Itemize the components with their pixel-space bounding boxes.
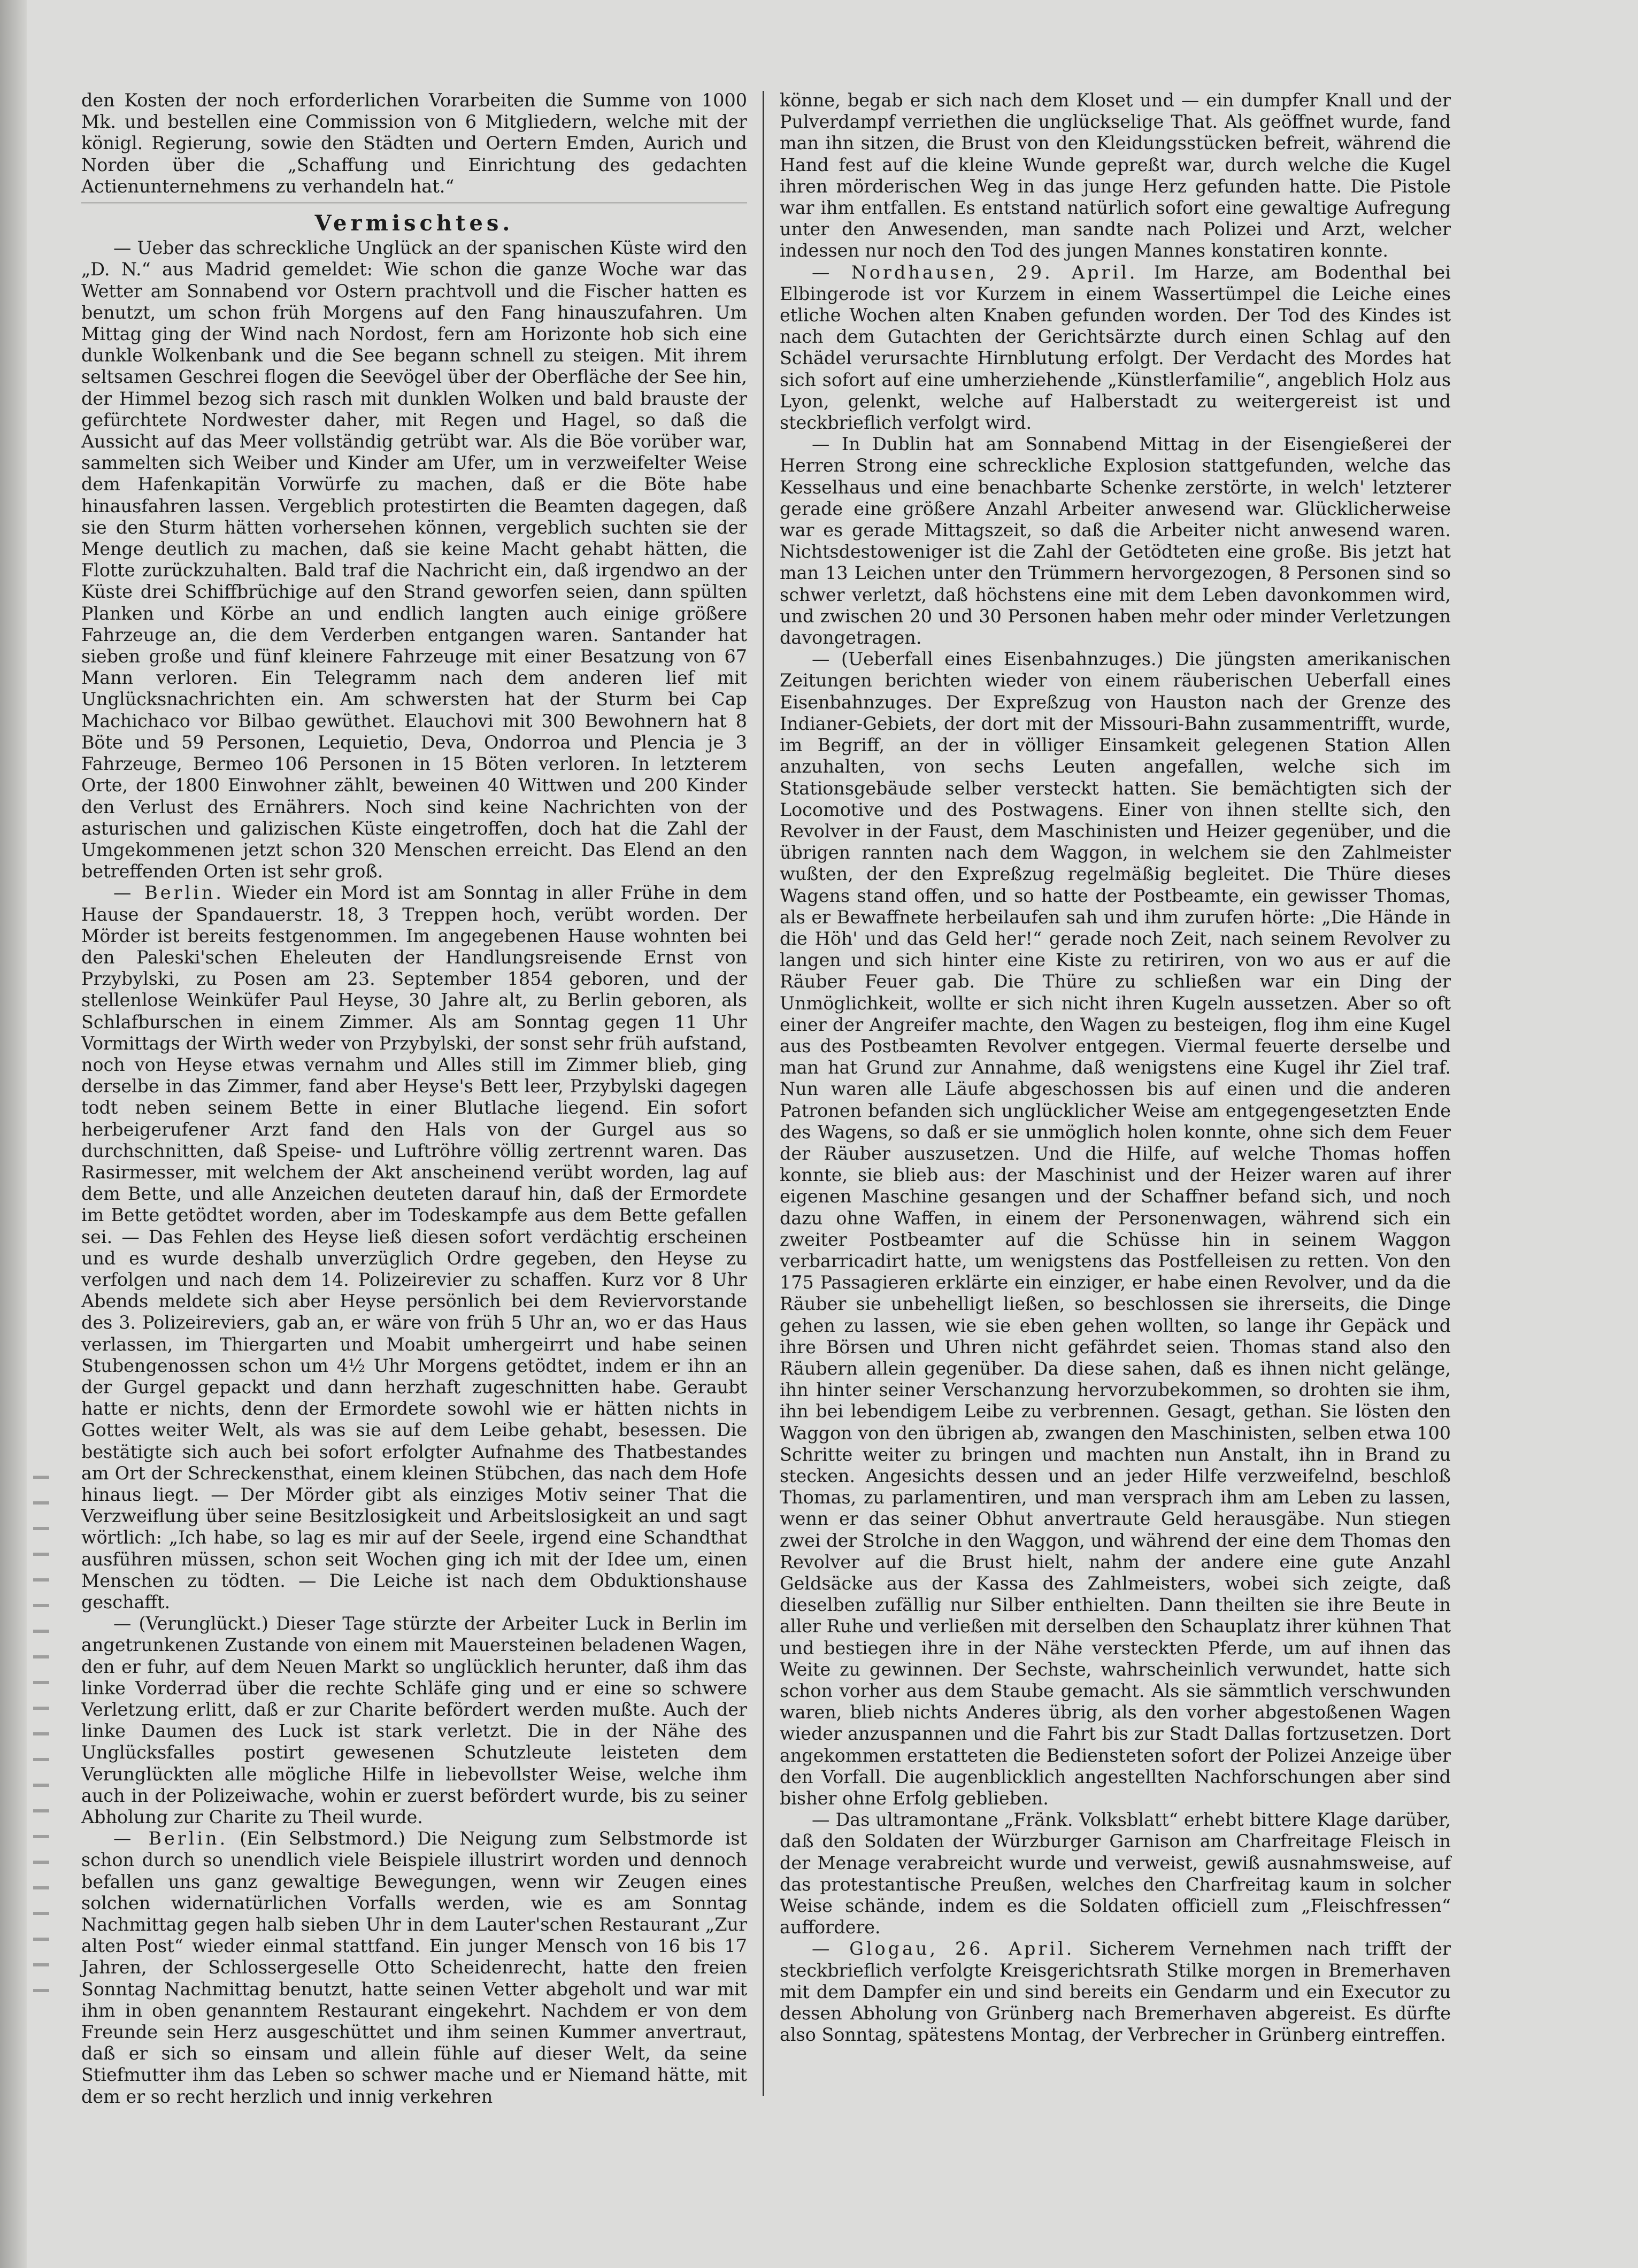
left-column [81, 90, 747, 2228]
article-ultramontane: — Das ultramontane „Fränk. Volksblatt“ erhebt bittere Klage darüber, daß den Soldaten der Würzburger Garnison am Charfreitage Fleisch in der Menage verabreicht wurde und verweist, gewiß ausnahmsweise, auf das protestantische Preußen, welches den Charfreitag kaum in solcher Weise schände, indem es die Soldaten officiell zum „Fleischfressen“ auffordere. [780, 1809, 1451, 1938]
dateline-berlin: — Berlin. [113, 882, 224, 904]
article-accident: — (Verunglückt.) Dieser Tage stürzte der Arbeiter Luck in Berlin im angetrunkenen Zustande von einem mit Mauersteinen beladenen Wagen, den er fuhr, auf dem Neuen Markt so unglücklich herunter, daß ihm das linke Vorderrad über die rechte Schläfe ging und er eine so schwere Verletzung erlitt, daß er zur Charite befördert werden mußte. Auch der linke Daumen des Luck ist stark verletzt. Die in der Nähe des Unglücksfalles postirt gewesenen Schutzleute leisteten dem Verunglückten alle mögliche Hilfe in liebevollster Weise, welche ihm auch in der Polizeiwache, wohin er zuerst befördert wurde, bis zu seiner Abholung zur Charite zu Theil wurde. [81, 1613, 747, 1828]
article-glogau [780, 1938, 1451, 2046]
right-column [780, 90, 1451, 2228]
section-title-vermischtes: Vermischtes. [81, 203, 747, 234]
spine-shadow [33, 1476, 49, 2010]
article-spain-storm: — Ueber das schreckliche Unglück an der spanischen Küste wird den „D. N.“ aus Madrid gemeldet: Wie schon die ganze Woche war das Wetter am Sonnabend vor Ostern prachtvoll und die Fischer hatten es benutzt, um schon früh Morgens auf den Fang hinauszufahren. Um Mittag ging der Wind nach Nordost, fern am Horizonte hob sich eine dunkle Wolkenbank und die See begann schnell zu steigen. Mit ihrem seltsamen Geschrei flogen die Seevögel über der Oberfläche der See hin, der Himmel bezog sich rasch mit dunklen Wolken und bald brauste der gefürchtete Nordwester daher, mit Regen und Hagel, so daß die Aussicht auf das Meer vollständig getrübt war. Als die Böe vorüber war, sammelten sich Weiber und Kinder am Ufer, um in verzweifelter Weise dem Hafenkapitän Vorwürfe zu machen, daß er die Böte habe hinausfahren lassen. Vergeblich protestirten die Beamten dagegen, daß sie den Sturm hätten vorhersehen können, vergeblich suchten sie der Menge deutlich zu machen, daß sie keine Macht gehabt hätten, die Flotte zurückzuhalten. Bald traf die Nachricht ein, daß irgendwo an der Küste drei Schiffbrüchige auf den Strand geworfen seien, dann spülten Planken und Körbe an und endlich langten auch einige größere Fahrzeuge an, die dem Verderben entgangen waren. Santander hat sieben große und fünf kleinere Fahrzeuge mit einer Besatzung von 67 Mann verloren. Ein Telegramm nach dem anderen lief mit Unglücksnachrichten ein. Am schwersten hat der Sturm bei Cap Machichaco vor Bilbao gewüthet. Elauchovi mit 300 Bewohnern hat 8 Böte und 59 Personen, Lequietio, Deva, Ondorroa und Plencia je 3 Fahrzeuge, Bermeo 106 Personen in 15 Böten verloren. In letzterem Orte, der 1800 Einwohner zählt, beweinen 40 Wittwen und 200 Kinder den Verlust des Ernährers. Noch sind keine Nachrichten von der asturischen und galizischen Küste eingetroffen, doch hat die Zahl der Umgekommenen jetzt schon 320 Menschen erreicht. Das Elend an den betreffenden Orten ist sehr groß. [81, 237, 747, 882]
article-berlin-murder [81, 882, 747, 1613]
article-berlin-suicide [81, 1828, 747, 2108]
article-berlin-murder-text: Wieder ein Mord ist am Sonntag in aller Frühe in dem Hause der Spandauerstr. 18, 3 Treppen hoch, verübt worden. Der Mörder ist bereits festgenommen. Im angegebenen Hause wohnten bei den Paleski'schen Eheleuten der Handlungsreisende Ernst von Przybylski, zu Posen am 23. September 1854 geboren, und der stellenlose Weinküfer Paul Heyse, 30 Jahre alt, zu Berlin geboren, als Schlafburschen in einem Zimmer. Als am Sonntag gegen 11 Uhr Vormittags der Wirth weder von Przybylski, der sonst sehr früh aufstand, noch von Heyse etwas vernahm und Alles still im Zimmer blieb, ging derselbe in das Zimmer, fand aber Heyse's Bett leer, Przybylski dagegen todt neben seinem Bette in einer Blutlache liegend. Ein sofort herbeigerufener Arzt fand den Hals von der Gurgel aus so durchschnitten, daß Speise- und Luftröhre völlig zertrennt waren. Das Rasirmesser, mit welchem der Akt anscheinend verübt worden, lag auf dem Bette, und alle Anzeichen deuteten darauf hin, daß der Ermordete im Bette getödtet worden, aber im Todeskampfe aus dem Bette gefallen sei. — Das Fehlen des Heyse ließ diesen sofort verdächtig erscheinen und es wurde deshalb unverzüglich Ordre gegeben, den Heyse zu verfolgen und nach dem 14. Polizeirevier zu schaffen. Kurz vor 8 Uhr Abends meldete sich aber Heyse persönlich bei dem Reviervorstande des 3. Polizeireviers, gab an, er wäre von früh 5 Uhr an, wo er das Haus verlassen, im Thiergarten und Moabit umhergeirrt und habe seinen Stubengenossen schon um 4½ Uhr Morgens getödtet, indem er ihn an der Gurgel gepackt und dann herzhaft zugeschnitten habe. Geraubt hatte er nichts, denn der Ermordete sowohl wie er hätten nichts in Gottes weiter Welt, als was sie auf dem Leibe gehabt, besessen. Die bestätigte sich auch bei sofort erfolgter Aufnahme des Thatbestandes am Ort der Schreckensthat, einem kleinen Stübchen, das nach dem Hofe hinaus liegt. — Der Mörder gibt als einziges Motiv seiner That die Verzweiflung über seine Besitzlosigkeit und Arbeitslosigkeit an und sagt wörtlich: „Ich habe, so lag es mir auf der Seele, irgend eine Schandthat ausführen müssen, schon seit Wochen ging ich mit der Idee um, einen Menschen zu tödten. — Die Leiche ist nach dem Obduktionshause geschafft. [81, 882, 747, 1613]
article-dublin-explosion: — In Dublin hat am Sonnabend Mittag in der Eisengießerei der Herren Strong eine schreckliche Explosion stattgefunden, welche das Kesselhaus und eine benachbarte Schenke zerstörte, in welch' letzterer gerade eine größere Anzahl Arbeiter anwesend war. Glücklicherweise war es gerade Mittagszeit, so daß die Arbeiter nicht anwesend waren. Nichtsdestoweniger ist die Zahl der Getödteten eine große. Bis jetzt hat man 13 Leichen unter den Trümmern hervorgezogen, 8 Personen sind so schwer verletzt, daß höchstens eine mit dem Leben davonkommen wird, und zwischen 20 und 30 Personen haben mehr oder minder Verletzungen davongetragen. [780, 434, 1451, 649]
article-berlin-suicide-text: (Ein Selbstmord.) Die Neigung zum Selbstmorde ist schon durch so unendlich viele Beispiele illustrirt worden und dennoch befallen uns ganz gewaltige Bewegungen, wenn wir Zeugen eines solchen widernatürlichen Vorfalls werden, wie es am Sonntag Nachmittag gegen halb sieben Uhr in dem Lauter'schen Restaurant „Zur alten Post“ wieder einmal stattfand. Ein junger Mensch von 16 bis 17 Jahren, der Schlossergeselle Otto Scheidenrecht, hatte den freien Sonntag Nachmittag benutzt, hatte seinen Vetter abgeholt und war mit ihm in oben genanntem Restaurant eingekehrt. Nachdem er von dem Freunde sein Herz ausgeschüttet und ihm seinen Kummer anvertraut, daß er sich so einsam und allein fühle auf dieser Welt, da seine Stiefmutter ihm das Leben so schwer mache und er Niemand hätte, mit dem er so recht herzlich und innig verkehren [81, 1828, 747, 2107]
article-nordhausen-text: Im Harze, am Bodenthal bei Elbingerode ist vor Kurzem in einem Wassertümpel die Leiche eines etliche Wochen alten Knaben gefunden worden. Der Tod des Kindes ist nach dem Gutachten der Gerichtsärzte durch einen Schlag auf den Schädel verursachte Hirnblutung erfolgt. Der Verdacht des Mordes hat sich sofort auf eine umherziehende „Künstlerfamilie“, angeblich Holz aus Lyon, gelenkt, welche auf Halberstadt zu weitergereist ist und steckbrieflich verfolgt wird. [780, 261, 1451, 434]
dateline-berlin-suicide: — Berlin. [113, 1828, 228, 1849]
page-binding-edge [0, 0, 27, 2268]
article-train-robbery: — (Ueberfall eines Eisenbahnzuges.) Die jüngsten amerikanischen Zeitungen berichten wieder von einem räuberischen Ueberfall eines Eisenbahnzuges. Der Expreßzug von Hauston nach der Grenze des Indianer-Gebiets, der dort mit der Missouri-Bahn zusammentrifft, wurde, im Begriff, an der in völliger Einsamkeit gelegenen Station Allen anzuhalten, von sechs Leuten angefallen, welche sich im Stationsgebäude selber versteckt hatten. Sie bemächtigten sich der Locomotive und des Postwagens. Einer von ihnen stellte sich, den Revolver in der Faust, dem Maschinisten und Heizer gegenüber, und die übrigen rannten nach dem Waggon, in welchem sie den Zahlmeister wußten, der den Expreßzug regelmäßig begleitet. Die Thüre dieses Wagens stand offen, und so hatte der Postbeamte, ein gewisser Thomas, als er Bewaffnete herbeilaufen sah und ihm zurufen hörte: „Die Hände in die Höh' und das Geld her!“ gerade noch Zeit, nach seinem Revolver zu langen und sich hinter eine Kiste zu retiriren, von wo aus er auf die Räuber Feuer gab. Die Thüre zu schließen war ein Ding der Unmöglichkeit, wollte er sich nicht ihren Kugeln aussetzen. Aber so oft einer der Angreifer machte, den Wagen zu besteigen, flog ihm eine Kugel aus des Postbeamten Revolver entgegen. Viermal feuerte derselbe und man hat Grund zur Annahme, daß wenigstens eine Kugel ihr Ziel traf. Nun waren alle Läufe abgeschossen bis auf einen und die anderen Patronen befanden sich unglücklicher Weise am entgegengesetzten Ende des Wagens, so daß er sie unmöglich holen konnte, ohne sich dem Feuer der Räuber auszusetzen. Und die Hilfe, auf welche Thomas hoffen konnte, sie blieb aus: der Maschinist und der Heizer waren auf ihrer eigenen Maschine gesangen und der Schaffner befand sich, und noch dazu ohne Waffen, in einem der Personenwagen, während sich ein zweiter Postbeamter auf die Schüsse hin in seinem Waggon verbarricadirt hatte, um wenigstens das Postfelleisen zu retten. Von den 175 Passagieren erklärte ein einziger, er habe einen Revolver, und da die Räuber sie unbehelligt ließen, so beschlossen sie ihrerseits, die Dinge gehen zu lassen, wie sie eben gehen wollten, so lange ihr Gepäck und ihre Börsen und Uhren nicht gefährdet seien. Thomas stand also den Räubern allein gegenüber. Da diese sahen, daß es ihnen nicht gelänge, ihn hinter seiner Verschanzung hervorzubekommen, so drohten sie ihm, ihn bei lebendigem Leibe zu verbrennen. Gesagt, gethan. Sie lösten den Waggon von den übrigen ab, zwangen den Maschinisten, selben etwa 100 Schritte weiter zu bringen und machten nun Anstalt, ihn in Brand zu stecken. Angesichts dessen und an jeder Hilfe verzweifelnd, beschloß Thomas, zu parlamentiren, und man versprach ihm am Leben zu lassen, wenn er das seiner Obhut anvertraute Geld herausgäbe. Nun stiegen zwei der Strolche in den Waggon, und während der eine dem Thomas den Revolver auf die Brust hielt, nahm der andere eine gute Anzahl Geldsäcke aus der Kassa des Zahlmeisters, wobei sich zeigte, daß dieselben zufällig nur Silber enthielten. Dann theilten sie ihre Beute in aller Ruhe und verließen mit derselben den Schauplatz ihrer kühnen That und bestiegen ihre in der Nähe versteckten Pferde, um auf ihnen das Weite zu gewinnen. Der Sechste, wahrscheinlich verwundet, hatte sich schon vorher aus dem Staube gemacht. Als sie sämmtlich verschwunden waren, blieb nichts Anderes übrig, als den vorher abgestoßenen Wagen wieder anzuspannen und die Fahrt bis zur Stadt Dallas fortzusetzen. Dort angekommen erstatteten die Bediensteten sofort der Polizei Anzeige über den Vorfall. Die augenblicklich angestellten Nachforschungen aber sind bisher ohne Erfolg geblieben. [780, 649, 1451, 1809]
dateline-glogau: — Glogau, 26. April. [812, 1938, 1075, 1960]
article-suicide-continued: könne, begab er sich nach dem Kloset und — ein dumpfer Knall und der Pulverdampf verriethen die unglückselige That. Als geöffnet wurde, fand man ihn sitzen, die Brust von den Kleidungsstücken befreit, während die Hand fest auf die kleine Wunde gepreßt war, durch welche die Kugel ihren mörderischen Weg in das junge Herz gefunden hatte. Die Pistole war ihm entfallen. Es entstand natürlich sofort eine gewaltige Aufregung unter den Anwesenden, man sandte nach Polizei und Arzt, welcher indessen nur noch den Tod des jungen Mannes konstatiren konnte. [780, 90, 1451, 261]
dateline-nordhausen: — Nordhausen, 29. April. [812, 261, 1138, 283]
intro-paragraph: den Kosten der noch erforderlichen Vorarbeiten die Summe von 1000 Mk. und bestellen eine Commission von 6 Mitgliedern, welche mit der königl. Regierung, sowie den Städten und Oertern Emden, Aurich und Norden über die „Schaffung und Einrichtung des gedachten Actienunternehmens zu verhandeln hat.“ [81, 90, 747, 197]
article-glogau-text: Sicherem Vernehmen nach trifft der steckbrieflich verfolgte Kreisgerichtsrath Stilke morgen in Bremerhaven mit dem Dampfer ein und sind bereits ein Gendarm und ein Executor zu dessen Abholung von Grünberg nach Bremerhaven abgereist. Es dürfte also Sonntag, spätestens Montag, der Verbrecher in Grünberg eintreffen. [780, 1938, 1451, 2046]
column-divider [763, 91, 764, 2096]
article-nordhausen [780, 262, 1451, 434]
